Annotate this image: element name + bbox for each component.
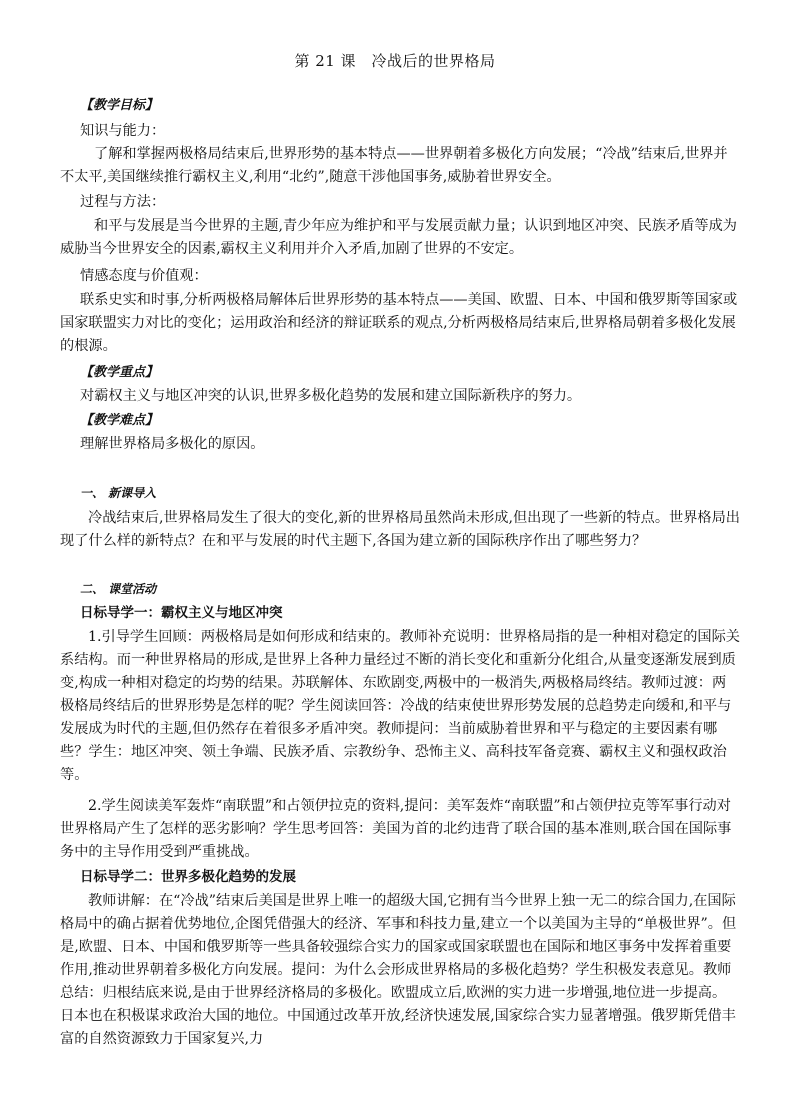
guide-2-paragraph-1: 教师讲解：在“冷战”结束后美国是世界上唯一的超级大国,它拥有当今世界上独一无二的综合国力,在国际格局中的确占据着优势地位,企图凭借强大的经济、军事和科技力量,建立一个以美国为主导的“单极世界”。但是,欧盟、日本、中国和俄罗斯等一些具备较强综合实力的国家或国家联盟也在国际和地区事务中发挥着重要作用,推动世界朝着多极化方向发展。提问：为什么会形成世界格局的多极化趋势？学生积极发表意见。教师总结：归根结底来说,是由于世界经济格局的多极化。欧盟成立后,欧洲的实力进一步增强,地位进一步提高。日本也在积极谋求政治大国的地位。中国通过改革开放,经济快速发展,国家综合实力显著增强。俄罗斯凭借丰富的自然资源致力于国家复兴,力 — [60, 893, 737, 1047]
knowledge-text: 了解和掌握两极格局结束后,世界形势的基本特点——世界朝着多极化方向发展；“冷战”结束后,世界并不太平,美国继续推行霸权主义,利用“北约”,随意干涉他国事务,威胁着世界安全。 — [60, 146, 728, 185]
intro-text: 冷战结束后,世界格局发生了很大的变化,新的世界格局虽然尚未形成,但出现了一些新的特点。世界格局出现了什么样的新特点？在和平与发展的时代主题下,各国为建立新的国际秩序作出了哪些努力？ — [60, 510, 740, 549]
emotion-label: 情感态度与价值观： — [80, 268, 208, 284]
page-title: 第 21 课 冷战后的世界格局 — [294, 52, 496, 70]
goal-tag: 【教学目标】 — [80, 98, 159, 113]
knowledge-label: 知识与能力： — [80, 123, 166, 139]
process-label: 过程与方法： — [80, 194, 166, 210]
difficulty-tag: 【教学难点】 — [80, 413, 159, 428]
key-text: 对霸权主义与地区冲突的认识,世界多极化趋势的发展和建立国际新秩序的努力。 — [80, 388, 582, 404]
section-1-heading: 一、 新课导入 — [80, 486, 157, 500]
guide-1-paragraph-1: 1.引导学生回顾：两极格局是如何形成和结束的。教师补充说明：世界格局指的是一种相对稳定的国际关系结构。而一种世界格局的形成,是世界上各种力量经过不断的消长变化和重新分化组合,从量变逐渐发展到质变,构成一种相对稳定的均势的结果。苏联解体、东欧剧变,两极中的一极消失,两极格局终结。教师过渡：两极格局终结后的世界形势是怎样的呢？学生阅读回答：冷战的结束使世界形势发展的总趋势走向缓和,和平与发展成为时代的主题,但仍然存在着很多矛盾冲突。教师提问：当前威胁着世界和平与稳定的主要因素有哪些？学生：地区冲突、领土争端、民族矛盾、宗教纷争、恐怖主义、高科技军备竞赛、霸权主义和强权政治等。 — [60, 629, 740, 783]
section-2-heading: 二、 课堂活动 — [80, 582, 157, 596]
guide-1-title: 日标导学一：霸权主义与地区冲突 — [80, 605, 283, 621]
guide-2-title: 日标导学二：世界多极化趋势的发展 — [80, 869, 296, 885]
guide-1-paragraph-2: 2.学生阅读美军轰炸“南联盟”和占领伊拉克的资料,提问：美军轰炸“南联盟”和占领伊拉克等军事行动对世界格局产生了怎样的恶劣影响？学生思考回答：美国为首的北约违背了联合国的基本准则,联合国在国际事务中的主导作用受到严重挑战。 — [60, 798, 732, 860]
emotion-text: 联系史实和时事,分析两极格局解体后世界形势的基本特点——美国、欧盟、日本、中国和俄罗斯等国家或国家联盟实力对比的变化；运用政治和经济的辩证联系的观点,分析两极格局结束后,世界格局朝着多极化发展的根源。 — [60, 292, 738, 354]
process-text: 和平与发展是当今世界的主题,青少年应为维护和平与发展贡献力量；认识到地区冲突、民族矛盾等成为威胁当今世界安全的因素,霸权主义利用并介入矛盾,加剧了世界的不安定。 — [60, 218, 737, 257]
difficulty-text: 理解世界格局多极化的原因。 — [80, 436, 265, 452]
key-tag: 【教学重点】 — [80, 365, 159, 380]
